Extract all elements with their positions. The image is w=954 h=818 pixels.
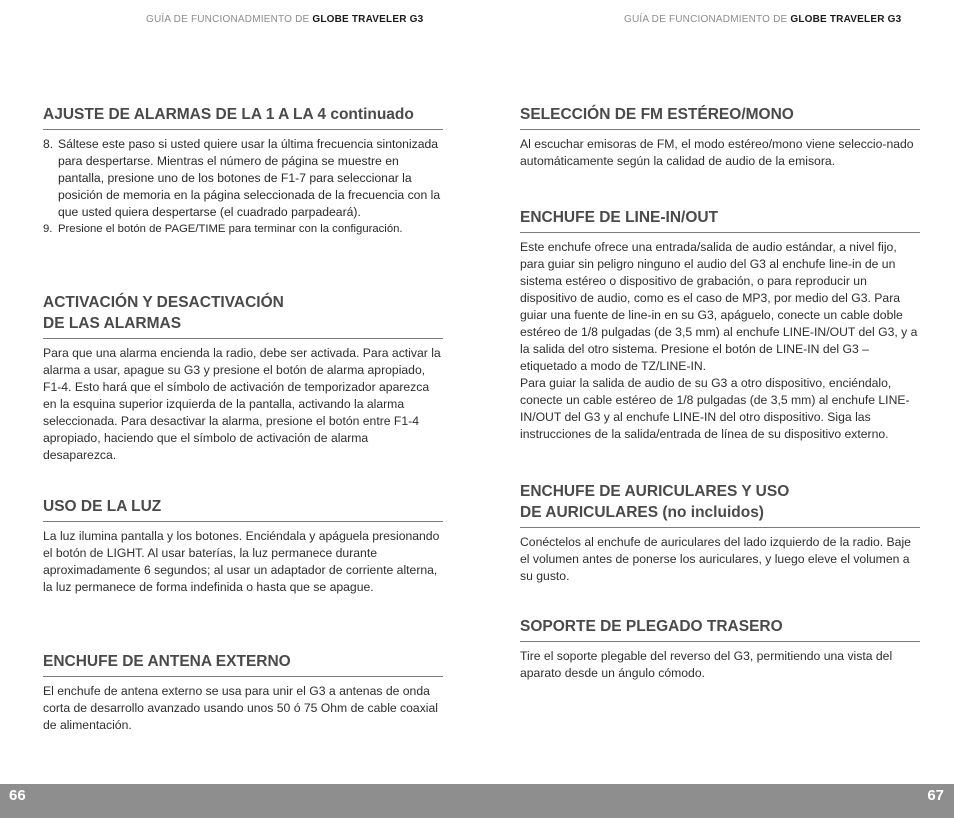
body-text xyxy=(520,239,920,443)
list-item xyxy=(43,221,443,238)
body-paragraph: Al escuchar emisoras de FM, el modo estéreo/mono viene seleccio-nado automáticamente según la calidad de audio de la emisora. xyxy=(520,137,914,168)
step-text: Presione el botón de PAGE/TIME para terminar con la configuración. xyxy=(58,223,403,235)
body-paragraph: Para guiar la salida de audio de su G3 a otro dispositivo, enciéndalo, conecte un cable estéreo de 1/8 pulgadas (de 3,5 mm) al enchufe LINE-IN/OUT del G3 y al enchufe LINE-IN del otro dispositivo. Siga las instrucciones de la salida/entrada de línea de su dispositivo externo. xyxy=(520,376,910,441)
section-heading xyxy=(520,481,920,528)
heading-line: ACTIVACIÓN Y DESACTIVACIÓN xyxy=(43,294,284,311)
running-header-product: GLOBE TRAVELER G3 xyxy=(312,14,424,25)
section-line-in-out xyxy=(520,207,920,443)
section-heading xyxy=(43,292,443,339)
section-headphones xyxy=(520,481,920,585)
body-paragraph: Tire el soporte plegable del reverso del G3, permitiendo una vista del aparato desde un ángulo cómodo. xyxy=(520,649,893,680)
list-item xyxy=(43,136,443,221)
body-paragraph: Conéctelos al enchufe de auriculares del lado izquierdo de la radio. Baje el volumen antes de ponerse los auriculares, y luego eleve el volumen a su gusto. xyxy=(520,535,911,583)
section-heading: AJUSTE DE ALARMAS DE LA 1 A LA 4 continuado xyxy=(43,104,443,130)
footer-bar xyxy=(0,784,954,818)
body-paragraph: Para que una alarma encienda la radio, debe ser activada. Para activar la alarma a usar, apague su G3 y presione el botón de alarma apropiado, F1-4. Esto hará que el símbolo de activación de temporizador aparezca en la esquina superior izquierda de la pantalla, activando la alarma seleccionada. Para desactivar la alarma, presione el botón entre F1-4 apropiado, haciendo que el símbolo de activación de alarma desaparezca. xyxy=(43,346,441,462)
steps-list xyxy=(43,136,443,238)
section-heading: ENCHUFE DE LINE-IN/OUT xyxy=(520,207,920,233)
section-heading: USO DE LA LUZ xyxy=(43,496,443,522)
section-light xyxy=(43,496,443,596)
running-header xyxy=(624,14,901,25)
running-header-product: GLOBE TRAVELER G3 xyxy=(790,14,902,25)
step-number: 9. xyxy=(43,223,53,235)
section-alarm-activation xyxy=(43,292,443,464)
section-fm-stereo-mono xyxy=(520,104,920,170)
section-heading: SELECCIÓN DE FM ESTÉREO/MONO xyxy=(520,104,920,130)
page-number-right: 67 xyxy=(927,787,944,804)
body-paragraph: La luz ilumina pantalla y los botones. Enciéndala y apáguela presionando el botón de LIGHT. Al usar baterías, la luz permanece durante aproximadamente 6 segundos; al usar un adaptador de corriente alterna, la luz permanece de forma indefinida o hasta que se apague. xyxy=(43,529,440,594)
heading-line: DE LAS ALARMAS xyxy=(43,315,182,332)
step-text: Sáltese este paso si usted quiere usar la última frecuencia sintonizada para despertarse. Mientras el número de página se muestre en pantalla, presione uno de los botones de F1-7 para seleccionar la posición de memoria en la página seleccionada de la frecuencia con la que usted quiera despertarse (el cuadrado parpadeará). xyxy=(58,137,441,219)
section-antenna xyxy=(43,651,443,734)
section-rear-stand xyxy=(520,616,920,682)
heading-line: ENCHUFE DE AURICULARES Y USO xyxy=(520,483,790,500)
section-heading: SOPORTE DE PLEGADO TRASERO xyxy=(520,616,920,642)
section-heading: ENCHUFE DE ANTENA EXTERNO xyxy=(43,651,443,677)
section-alarm-setup xyxy=(43,104,443,238)
running-header-prefix: GUÍA DE FUNCIONADMIENTO DE xyxy=(146,14,313,25)
step-number: 8. xyxy=(43,137,54,151)
right-page xyxy=(477,0,954,818)
body-paragraph: Este enchufe ofrece una entrada/salida de audio estándar, a nivel fijo, para guiar sin peligro ninguno el audio del G3 al enchufe line-in de un sistema estéreo o dispositivo de grabación, o para reproducir un dispositivo de audio, como es el caso de MP3, por medio del G3. Para guiar una fuente de line-in en su G3, apáguelo, conecte un cable doble estéreo de 1/8 pulgadas (de 3,5 mm) al enchufe LINE-IN/OUT del G3, y a la salida del otro sistema. Presione el botón de LINE-IN del G3 – etiquetado a modo de TZ/LINE-IN. xyxy=(520,240,918,373)
page-number-left: 66 xyxy=(9,787,26,804)
heading-line: DE AURICULARES (no incluidos) xyxy=(520,504,764,521)
running-header-prefix: GUÍA DE FUNCIONADMIENTO DE xyxy=(624,14,791,25)
body-paragraph: El enchufe de antena externo se usa para unir el G3 a antenas de onda corta de desarrollo avanzado usando unos 50 ó 75 Ohm de cable coaxial de alimentación. xyxy=(43,684,438,732)
running-header xyxy=(146,14,423,25)
